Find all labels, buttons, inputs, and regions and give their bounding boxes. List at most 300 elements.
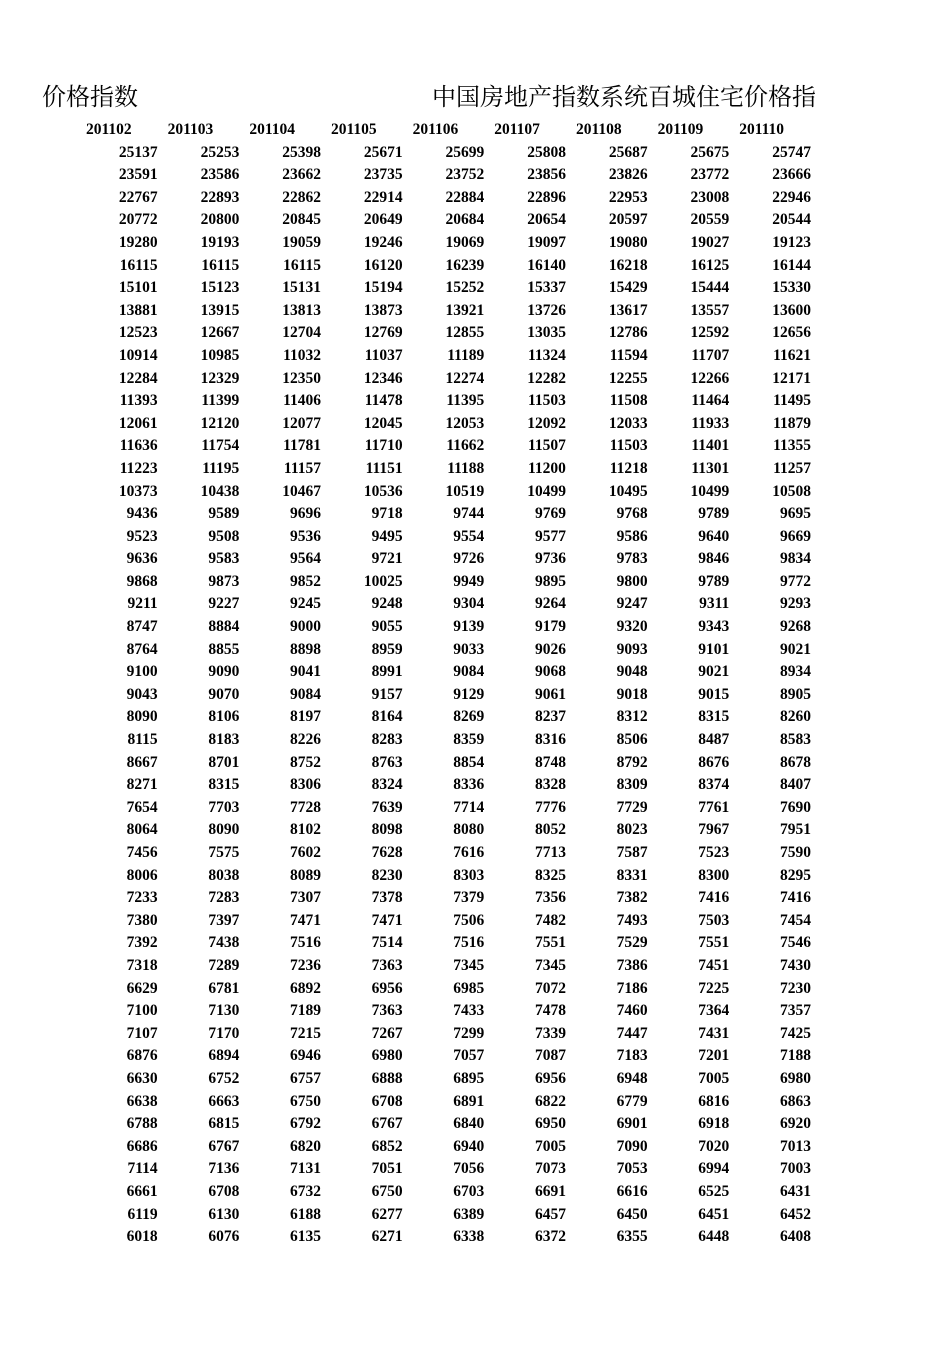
table-cell: 6815 [208, 1115, 240, 1133]
table-cell: 7189 [289, 1002, 321, 1020]
table-cell: 6946 [289, 1047, 321, 1065]
table-cell: 25398 [282, 143, 321, 161]
table-cell: 25687 [608, 143, 648, 161]
table-cell: 9873 [208, 572, 240, 590]
table-cell: 20845 [282, 211, 321, 229]
table-cell: 9726 [453, 550, 485, 568]
table-cell: 11401 [691, 437, 730, 455]
table-cell: 8583 [780, 731, 811, 749]
table-cell: 8183 [208, 731, 240, 749]
table-cell: 7136 [208, 1160, 240, 1178]
table-cell: 7283 [208, 889, 240, 907]
table-cell: 8064 [126, 821, 158, 839]
table-cell: 25137 [118, 143, 158, 161]
table-cell: 11662 [446, 437, 485, 455]
table-row [80, 526, 815, 549]
table-cell: 6076 [208, 1228, 240, 1246]
table-cell: 6948 [616, 1069, 648, 1087]
table-cell: 25675 [690, 143, 730, 161]
table-cell: 9695 [780, 505, 811, 523]
table-cell: 9264 [534, 595, 566, 613]
table-cell: 7471 [371, 911, 403, 929]
table-cell: 15131 [282, 279, 321, 297]
table-cell: 6956 [534, 1069, 566, 1087]
table-cell: 8098 [371, 821, 403, 839]
table-cell: 11754 [201, 437, 240, 455]
table-cell: 9061 [534, 685, 566, 703]
table-cell: 23752 [445, 166, 485, 184]
table-cell: 13726 [527, 301, 566, 319]
table-cell: 7345 [534, 956, 566, 974]
table-cell: 9744 [453, 505, 485, 523]
table-cell: 8763 [371, 753, 403, 771]
table-cell: 8164 [371, 708, 403, 726]
table-row [80, 1113, 815, 1136]
column-header: 201110 [739, 121, 785, 138]
table-cell: 12855 [445, 324, 485, 342]
table-cell: 7056 [453, 1160, 485, 1178]
table-cell: 9669 [780, 527, 811, 545]
table-cell: 8303 [453, 866, 485, 884]
table-cell: 6708 [208, 1182, 240, 1200]
table-row [80, 322, 815, 345]
table-cell: 11621 [773, 346, 811, 364]
table-cell: 9736 [534, 550, 566, 568]
table-cell: 7690 [780, 798, 811, 816]
table-cell: 13921 [445, 301, 485, 319]
table-cell: 9868 [126, 572, 158, 590]
table-cell: 9129 [453, 685, 485, 703]
table-cell: 9564 [289, 550, 321, 568]
table-cell: 25253 [200, 143, 240, 161]
table-cell: 6767 [208, 1137, 240, 1155]
table-row [80, 413, 815, 436]
table-cell: 9768 [616, 505, 648, 523]
table-cell: 9640 [698, 527, 730, 545]
table-cell: 6781 [208, 979, 240, 997]
page-title-left: 价格指数 [42, 83, 138, 111]
table-cell: 9436 [126, 505, 158, 523]
table-cell: 8678 [780, 753, 811, 771]
table-cell: 7130 [208, 1002, 240, 1020]
table-cell: 8237 [534, 708, 566, 726]
table-cell: 7087 [534, 1047, 566, 1065]
table-cell: 7416 [780, 889, 811, 907]
table-cell: 23826 [608, 166, 648, 184]
table-cell: 7703 [208, 798, 240, 816]
table-cell: 10373 [118, 482, 158, 500]
table-row [80, 706, 815, 729]
table-cell: 7551 [698, 934, 730, 952]
table-row [80, 752, 815, 775]
table-cell: 9293 [780, 595, 811, 613]
table-cell: 7233 [126, 889, 158, 907]
page-title-right: 中国房地产指数系统百城住宅价格指 [432, 83, 816, 111]
table-cell: 9268 [780, 618, 811, 636]
column-header: 201102 [86, 121, 132, 138]
table-cell: 8792 [616, 753, 648, 771]
table-cell: 9772 [780, 572, 811, 590]
table-cell: 10519 [445, 482, 485, 500]
table-cell: 19246 [363, 233, 403, 251]
table-cell: 6822 [534, 1092, 566, 1110]
table-cell: 7057 [453, 1047, 485, 1065]
table-cell: 8328 [534, 776, 566, 794]
table-cell: 9139 [453, 618, 485, 636]
table-cell: 8023 [616, 821, 648, 839]
table-cell: 7183 [616, 1047, 648, 1065]
table-cell: 6338 [453, 1228, 485, 1246]
table-cell: 8748 [534, 753, 566, 771]
table-cell: 8271 [126, 776, 158, 794]
table-row [80, 368, 815, 391]
column-header: 201106 [412, 121, 459, 138]
table-row [80, 1023, 815, 1046]
table-cell: 8038 [208, 866, 240, 884]
table-cell: 6661 [126, 1182, 158, 1200]
column-header: 201109 [657, 121, 704, 138]
table-cell: 7397 [208, 911, 240, 929]
table-cell: 8300 [698, 866, 730, 884]
table-cell: 7761 [698, 798, 730, 816]
table-cell: 9834 [780, 550, 811, 568]
table-cell: 8407 [780, 776, 811, 794]
table-cell: 22896 [527, 188, 566, 206]
table-cell: 11933 [691, 414, 730, 432]
table-cell: 9783 [616, 550, 648, 568]
table-cell: 9101 [698, 640, 730, 658]
table-cell: 11710 [364, 437, 403, 455]
table-cell: 6130 [208, 1205, 240, 1223]
table-cell: 13557 [690, 301, 730, 319]
table-cell: 7416 [698, 889, 730, 907]
table-cell: 9245 [289, 595, 321, 613]
table-cell: 7433 [453, 1002, 485, 1020]
table-cell: 12667 [200, 324, 240, 342]
table-cell: 11037 [364, 346, 403, 364]
table-cell: 7215 [289, 1024, 321, 1042]
table-cell: 20654 [527, 211, 566, 229]
table-cell: 11032 [283, 346, 321, 364]
table-cell: 6616 [616, 1182, 648, 1200]
table-cell: 16120 [363, 256, 403, 274]
table-cell: 7478 [534, 1002, 566, 1020]
table-cell: 6630 [126, 1069, 158, 1087]
table-cell: 7546 [780, 934, 811, 952]
table-cell: 12704 [282, 324, 321, 342]
table-cell: 9789 [698, 505, 730, 523]
table-cell: 12284 [118, 369, 158, 387]
table-cell: 9021 [698, 663, 730, 681]
table-cell: 6732 [289, 1182, 321, 1200]
table-cell: 7386 [616, 956, 648, 974]
table-cell: 6525 [698, 1182, 730, 1200]
table-cell: 7425 [780, 1024, 811, 1042]
table-cell: 8506 [616, 731, 648, 749]
table-cell: 10025 [363, 572, 403, 590]
table-cell: 19027 [690, 233, 730, 251]
table-cell: 8316 [534, 731, 566, 749]
table-cell: 8115 [127, 731, 158, 749]
table-cell: 8898 [289, 640, 321, 658]
table-cell: 12120 [200, 414, 240, 432]
table-row [80, 616, 815, 639]
table-cell: 6757 [289, 1069, 321, 1087]
table-cell: 10499 [527, 482, 566, 500]
table-cell: 8260 [780, 708, 811, 726]
table-cell: 15429 [608, 279, 648, 297]
table-header-row [80, 119, 815, 142]
table-cell: 22884 [445, 188, 485, 206]
table-cell: 11508 [609, 392, 648, 410]
table-cell: 9523 [126, 527, 158, 545]
table-cell: 12274 [445, 369, 485, 387]
table-cell: 9636 [126, 550, 158, 568]
table-cell: 7514 [371, 934, 403, 952]
table-cell: 6980 [371, 1047, 403, 1065]
table-cell: 22953 [608, 188, 648, 206]
table-cell: 6450 [616, 1205, 648, 1223]
table-row [80, 932, 815, 955]
table-cell: 6135 [289, 1228, 321, 1246]
table-cell: 19080 [608, 233, 648, 251]
table-cell: 13035 [527, 324, 566, 342]
table-cell: 12282 [527, 369, 566, 387]
table-cell: 13881 [118, 301, 158, 319]
table-cell: 8374 [698, 776, 730, 794]
table-cell: 8331 [616, 866, 648, 884]
table-cell: 7482 [534, 911, 566, 929]
table-cell: 8283 [371, 731, 403, 749]
table-cell: 7529 [616, 934, 648, 952]
table-cell: 9084 [453, 663, 485, 681]
table-cell: 7587 [616, 844, 648, 861]
table-cell: 7005 [534, 1137, 566, 1155]
table-cell: 6863 [780, 1092, 811, 1110]
table-cell: 19123 [772, 233, 811, 251]
table-cell: 7602 [289, 844, 321, 861]
table-cell: 7114 [127, 1160, 158, 1178]
table-cell: 25808 [527, 143, 566, 161]
table-cell: 11355 [773, 437, 811, 455]
table-cell: 9048 [616, 663, 648, 681]
table-row [80, 1068, 815, 1091]
table-cell: 6355 [616, 1228, 648, 1246]
table-cell: 15444 [690, 279, 730, 297]
table-row [80, 729, 815, 752]
table-cell: 10499 [690, 482, 730, 500]
table-cell: 8487 [698, 731, 730, 749]
table-cell: 11507 [528, 437, 566, 455]
table-cell: 11879 [773, 414, 811, 432]
table-cell: 6408 [780, 1228, 811, 1246]
table-cell: 7590 [780, 844, 811, 861]
table-row [80, 232, 815, 255]
table-cell: 7438 [208, 934, 240, 952]
table-cell: 7516 [453, 934, 485, 952]
table-cell: 11406 [283, 392, 321, 410]
table-cell: 7523 [698, 844, 730, 861]
table-cell: 23586 [200, 166, 240, 184]
table-cell: 9895 [534, 572, 566, 590]
table-cell: 9320 [616, 618, 648, 636]
table-cell: 7378 [371, 889, 403, 907]
table-row [80, 1000, 815, 1023]
table-cell: 9211 [127, 595, 158, 613]
table-cell: 7299 [453, 1024, 485, 1042]
table-row [80, 142, 815, 165]
table-cell: 23666 [772, 166, 811, 184]
table-cell: 11223 [119, 459, 158, 477]
table-row [80, 593, 815, 616]
table-cell: 11218 [609, 459, 648, 477]
table-cell: 7013 [780, 1137, 811, 1155]
table-cell: 11151 [365, 459, 403, 477]
table-cell: 6816 [698, 1092, 730, 1110]
table-row [80, 639, 815, 662]
table-cell: 20559 [690, 211, 730, 229]
table-cell: 7236 [289, 956, 321, 974]
table-cell: 9586 [616, 527, 648, 545]
table-cell: 7654 [126, 798, 158, 816]
table-cell: 25671 [363, 143, 403, 161]
table-cell: 7003 [780, 1160, 811, 1178]
column-header: 201105 [330, 121, 377, 138]
table-row [80, 187, 815, 210]
table-cell: 23856 [527, 166, 566, 184]
table-cell: 9800 [616, 572, 648, 590]
table-cell: 9093 [616, 640, 648, 658]
table-cell: 22862 [282, 188, 321, 206]
table-cell: 7382 [616, 889, 648, 907]
table-cell: 6663 [208, 1092, 240, 1110]
table-cell: 6901 [616, 1115, 648, 1133]
table-cell: 20684 [445, 211, 485, 229]
table-cell: 7020 [698, 1137, 730, 1155]
table-cell: 7575 [208, 844, 240, 861]
table-cell: 11495 [773, 392, 811, 410]
table-cell: 8676 [698, 753, 730, 771]
table-cell: 7051 [371, 1160, 403, 1178]
table-cell: 23662 [282, 166, 321, 184]
table-cell: 10467 [282, 482, 321, 500]
table-cell: 6891 [453, 1092, 485, 1110]
table-cell: 7447 [616, 1024, 648, 1042]
table-cell: 6788 [126, 1115, 158, 1133]
table-cell: 9015 [698, 685, 730, 703]
table-cell: 11257 [773, 459, 811, 477]
table-cell: 6691 [534, 1182, 566, 1200]
table-cell: 20772 [118, 211, 158, 229]
table-cell: 7503 [698, 911, 730, 929]
table-cell: 6950 [534, 1115, 566, 1133]
table-cell: 9949 [453, 572, 485, 590]
table-cell: 8230 [371, 866, 403, 884]
table-cell: 9495 [371, 527, 403, 545]
table-cell: 8905 [780, 685, 811, 703]
table-cell: 6940 [453, 1137, 485, 1155]
price-index-table [80, 119, 815, 1249]
table-cell: 6985 [453, 979, 485, 997]
table-row [80, 571, 815, 594]
table-cell: 7131 [289, 1160, 321, 1178]
table-row [80, 842, 815, 865]
table-cell: 8312 [616, 708, 648, 726]
table-cell: 6956 [371, 979, 403, 997]
table-cell: 6994 [698, 1160, 730, 1178]
table-cell: 19280 [118, 233, 158, 251]
table-cell: 7551 [534, 934, 566, 952]
table-cell: 7357 [780, 1002, 811, 1020]
table-cell: 15194 [363, 279, 403, 297]
table-row [80, 1158, 815, 1181]
table-cell: 9554 [453, 527, 485, 545]
table-cell: 7729 [616, 798, 648, 816]
table-cell: 20597 [608, 211, 648, 229]
table-cell: 23772 [690, 166, 730, 184]
table-cell: 12346 [363, 369, 403, 387]
table-cell: 7363 [371, 956, 403, 974]
table-cell: 9041 [289, 663, 321, 681]
table-cell: 7188 [780, 1047, 811, 1065]
table-cell: 7072 [534, 979, 566, 997]
table-cell: 12061 [118, 414, 158, 432]
table-cell: 7776 [534, 798, 566, 816]
table-row [80, 548, 815, 571]
table-row [80, 481, 815, 504]
table-cell: 13915 [200, 301, 240, 319]
table-row [80, 684, 815, 707]
table-cell: 12266 [690, 369, 730, 387]
table-cell: 6895 [453, 1069, 485, 1087]
table-cell: 15337 [527, 279, 566, 297]
table-cell: 11636 [119, 437, 158, 455]
table-cell: 6629 [126, 979, 158, 997]
table-cell: 11195 [202, 459, 240, 477]
table-cell: 10914 [118, 346, 158, 364]
column-header: 201103 [167, 121, 214, 138]
table-cell: 6452 [780, 1205, 811, 1223]
table-row [80, 865, 815, 888]
table-cell: 11594 [609, 346, 648, 364]
table-cell: 6779 [616, 1092, 648, 1110]
table-cell: 7345 [453, 956, 485, 974]
table-cell: 7454 [780, 911, 811, 929]
table-cell: 6876 [126, 1047, 158, 1065]
table-cell: 8006 [126, 866, 158, 884]
table-cell: 12769 [363, 324, 403, 342]
table-cell: 6888 [371, 1069, 403, 1087]
table-cell: 25699 [445, 143, 485, 161]
table-cell: 7201 [698, 1047, 730, 1065]
table-cell: 9068 [534, 663, 566, 681]
table-cell: 8991 [371, 663, 403, 681]
table-cell: 8747 [126, 618, 158, 636]
table-cell: 11157 [283, 459, 321, 477]
table-cell: 6448 [698, 1228, 730, 1246]
table-cell: 6451 [698, 1205, 730, 1223]
table-cell: 9021 [780, 640, 811, 658]
table-cell: 12045 [363, 414, 403, 432]
table-cell: 7451 [698, 956, 730, 974]
table-cell: 6892 [289, 979, 321, 997]
table-cell: 9043 [126, 685, 158, 703]
table-cell: 7363 [371, 1002, 403, 1020]
table-cell: 8090 [126, 708, 158, 726]
table-cell: 9227 [208, 595, 240, 613]
table-cell: 11478 [364, 392, 403, 410]
table-cell: 11781 [283, 437, 321, 455]
